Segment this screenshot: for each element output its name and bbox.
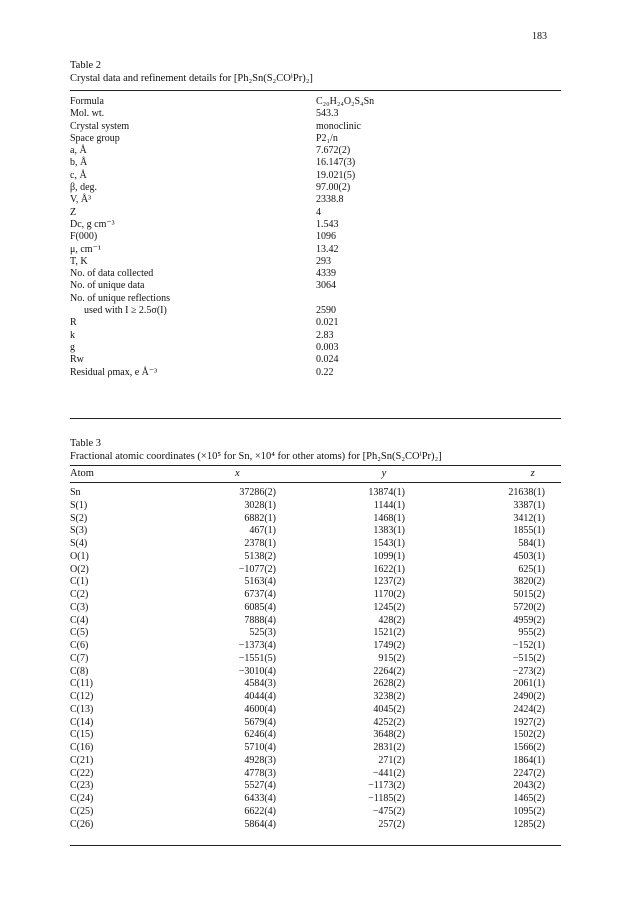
table3-cell-z: 4503(1) xyxy=(513,550,545,562)
table3-cell-atom: Sn xyxy=(70,487,81,498)
table3-cell-x: −1077(2) xyxy=(238,563,276,575)
table3-cell-x: 5710(4) xyxy=(244,742,276,753)
table2-body xyxy=(70,96,561,379)
table2-row-value: 19.021(5) xyxy=(316,169,356,181)
table2-top-rule xyxy=(70,90,561,91)
table3-cell-y: 2264(2) xyxy=(373,665,405,677)
table2-row-label: Crystal system xyxy=(70,120,130,132)
table3-cell-y: −1173(2) xyxy=(368,780,405,792)
table2-caption xyxy=(70,59,313,85)
table3-row xyxy=(70,500,561,513)
table2-row-value: 543.3 xyxy=(316,108,339,120)
table3-row xyxy=(70,704,561,717)
table3-cell-y: 1099(1) xyxy=(373,550,405,562)
table3-row xyxy=(70,717,561,730)
table2-row-value: 0.021 xyxy=(316,317,339,329)
table3-cell-atom: C(5) xyxy=(70,627,89,639)
table3-row xyxy=(70,768,561,781)
table3-cell-y: 1383(1) xyxy=(373,525,405,537)
table3-cell-y: 257(2) xyxy=(378,818,405,830)
table3-cell-z: 4959(2) xyxy=(513,614,545,626)
header-y: y xyxy=(381,468,387,479)
table3-cell-z: 1864(1) xyxy=(513,754,545,766)
table3-cell-x: 4928(3) xyxy=(244,754,276,766)
table3-row xyxy=(70,819,561,832)
table2-row xyxy=(70,342,561,354)
table3-cell-atom: C(11) xyxy=(70,678,93,690)
table3-cell-z: 1855(1) xyxy=(513,525,545,537)
table2-row-label: μ, cm⁻¹ xyxy=(70,243,101,255)
table3-cell-z: 2490(2) xyxy=(513,691,545,702)
table2-row-value: 3064 xyxy=(316,280,336,292)
table2-row-label: Residual ρmax, e Å⁻³ xyxy=(70,366,158,378)
table3-row xyxy=(70,640,561,653)
table2-row-label: c, Å xyxy=(70,169,87,181)
table3-row xyxy=(70,653,561,666)
table2-row xyxy=(70,133,561,145)
table3-cell-atom: C(15) xyxy=(70,729,94,741)
table2-row xyxy=(70,293,561,305)
table3-row xyxy=(70,576,561,589)
page-number: 183 xyxy=(532,31,547,42)
table3-cell-y: 3238(2) xyxy=(373,691,405,702)
table2-row-label: Z xyxy=(70,206,77,218)
table3-cell-z: 2043(2) xyxy=(513,780,545,792)
table3-row xyxy=(70,780,561,793)
table2-row xyxy=(70,317,561,329)
table2-row-value: 1096 xyxy=(316,231,336,243)
table2-row-value: 4339 xyxy=(316,268,336,280)
table2-row-label: b, Å xyxy=(70,157,88,169)
table3-cell-x: 6433(4) xyxy=(244,793,276,804)
table2-row xyxy=(70,305,561,317)
table3-cell-atom: O(1) xyxy=(70,550,89,562)
table3-cell-x: 6737(4) xyxy=(244,589,276,600)
table3-row xyxy=(70,666,561,679)
table2-row-label: Dc, g cm⁻³ xyxy=(70,218,115,230)
table2-row-value xyxy=(316,293,561,305)
table3-cell-x: 6246(4) xyxy=(244,729,276,741)
table3-cell-y: 1237(2) xyxy=(373,576,405,588)
table2-row xyxy=(70,330,561,342)
table2-row-label: No. of unique data xyxy=(70,280,145,292)
header-atom: Atom xyxy=(70,468,94,479)
table3-cell-x: 5163(4) xyxy=(244,576,276,588)
table3-header-rule xyxy=(70,482,561,483)
table3-label: Table 3 xyxy=(70,438,102,449)
table2-row-value: 1.543 xyxy=(316,218,339,230)
table3-cell-y: −441(2) xyxy=(372,767,405,779)
table3-row xyxy=(70,742,561,755)
table2-row xyxy=(70,96,561,108)
table3-row xyxy=(70,615,561,628)
table2-row xyxy=(70,256,561,268)
table2-row-label: No. of data collected xyxy=(70,268,154,280)
table3-row xyxy=(70,691,561,704)
table3-caption xyxy=(70,437,442,463)
table3-cell-atom: O(2) xyxy=(70,563,89,575)
table2-row-label: No. of unique reflections xyxy=(70,292,170,304)
table3-cell-z: 1502(2) xyxy=(513,729,545,741)
table2-row xyxy=(70,231,561,243)
table2-row-value: C₂₀H₂₄O₂S₄Sn xyxy=(316,96,375,107)
table2-row xyxy=(70,182,561,194)
table2-row-value: 16.147(3) xyxy=(316,157,356,169)
table3-cell-z: −515(2) xyxy=(512,652,545,664)
table3-cell-y: 271(2) xyxy=(378,754,405,766)
table3-cell-y: 1468(1) xyxy=(373,512,405,524)
table2-row xyxy=(70,280,561,292)
table2-row-label: F(000) xyxy=(70,231,98,243)
table2-row xyxy=(70,157,561,169)
table3-row xyxy=(70,551,561,564)
table3-title: Fractional atomic coordinates (×10⁵ for Sn, ×10⁴ for other atoms) for [Ph₂Sn(S₂COⁱPr)₂] xyxy=(70,451,442,462)
table2-row-label: g xyxy=(70,341,75,353)
table2-row-label: used with I ≥ 2.5σ(I) xyxy=(84,305,167,317)
table3-cell-y: 2831(2) xyxy=(373,742,405,753)
table2-row-label: Formula xyxy=(70,96,104,107)
table3-cell-x: −1551(5) xyxy=(238,652,276,664)
table3-cell-atom: C(1) xyxy=(70,576,89,588)
table3-cell-atom: C(6) xyxy=(70,640,89,651)
table2-row-value: monoclinic xyxy=(316,120,361,132)
table3-cell-atom: C(3) xyxy=(70,601,89,613)
table3-cell-z: 1465(2) xyxy=(513,793,545,804)
table3-cell-x: 5138(2) xyxy=(244,550,276,562)
table2-row-label: R xyxy=(70,317,77,329)
table2-row-value: 7.672(2) xyxy=(316,145,351,157)
table3-cell-x: 525(3) xyxy=(249,627,276,639)
table3-cell-atom: C(26) xyxy=(70,818,94,830)
table3-cell-atom: C(2) xyxy=(70,589,89,600)
table2-row-label: Space group xyxy=(70,132,120,144)
header-x: x xyxy=(235,468,240,479)
table3-row xyxy=(70,564,561,577)
table3-cell-atom: S(4) xyxy=(70,538,88,549)
table3-cell-y: 428(2) xyxy=(378,614,405,626)
table2-label: Table 2 xyxy=(70,60,102,71)
table2-row xyxy=(70,108,561,120)
table3-cell-z: −152(1) xyxy=(512,640,545,651)
table3-cell-atom: S(1) xyxy=(70,499,88,511)
table3-cell-z: 2247(2) xyxy=(513,767,545,779)
table3-cell-z: 3820(2) xyxy=(513,576,545,588)
table3-cell-atom: C(24) xyxy=(70,793,94,804)
table3-body xyxy=(70,487,561,831)
table3-row xyxy=(70,755,561,768)
table3-cell-atom: C(16) xyxy=(70,742,94,753)
table3-cell-atom: C(22) xyxy=(70,767,94,779)
table3-row xyxy=(70,487,561,500)
table3-cell-atom: C(4) xyxy=(70,614,89,626)
table2-row xyxy=(70,145,561,157)
table3-row xyxy=(70,513,561,526)
table2-row-value: 13.42 xyxy=(316,243,339,255)
table3-cell-z: 5015(2) xyxy=(513,589,545,600)
table2-row-value: 293 xyxy=(316,255,331,267)
table3-cell-x: 5864(4) xyxy=(244,818,276,830)
table3-cell-x: 4584(3) xyxy=(244,678,276,690)
table2-row-label: Rw xyxy=(70,354,84,366)
table2-row-value: 0.22 xyxy=(316,366,334,378)
table3-top-rule xyxy=(70,465,561,466)
table2-row-value: P2₁/n xyxy=(316,132,338,144)
table2-row xyxy=(70,268,561,280)
table3-cell-y: −1185(2) xyxy=(368,793,405,804)
table2-row xyxy=(70,170,561,182)
table3-bottom-rule xyxy=(70,845,561,846)
table3-cell-z: 584(1) xyxy=(518,538,545,549)
table3-cell-y: 4252(2) xyxy=(373,716,405,728)
table2-title: Crystal data and refinement details for [Ph₂Sn(S₂COⁱPr)₂] xyxy=(70,73,313,84)
table3-cell-z: −273(2) xyxy=(512,665,545,677)
table2-row-value: 97.00(2) xyxy=(316,182,351,194)
table3-cell-y: 1245(2) xyxy=(373,601,405,613)
table3-cell-atom: C(13) xyxy=(70,703,94,715)
table3-cell-z: 3387(1) xyxy=(513,499,545,511)
table3-cell-x: 6622(4) xyxy=(244,805,276,817)
table3-cell-z: 1927(2) xyxy=(513,716,545,728)
table3-cell-y: 2628(2) xyxy=(373,678,405,690)
table2-row-label: V, Å³ xyxy=(70,194,92,206)
table2-row-label: β, deg. xyxy=(70,182,98,194)
table3-cell-z: 1095(2) xyxy=(513,805,545,817)
table3-cell-x: 5527(4) xyxy=(244,780,276,792)
table3-cell-atom: S(3) xyxy=(70,525,88,537)
table2-row-label: Mol. wt. xyxy=(70,108,105,120)
table3-cell-y: 3648(2) xyxy=(373,729,405,741)
table3-row xyxy=(70,627,561,640)
table3-cell-y: 4045(2) xyxy=(373,703,405,715)
table2-row-value: 0.003 xyxy=(316,341,339,353)
table3 xyxy=(70,467,561,830)
table3-cell-z: 5720(2) xyxy=(513,601,545,613)
table3-cell-z: 21638(1) xyxy=(508,487,545,498)
table3-cell-y: 1521(2) xyxy=(373,627,405,639)
table3-cell-atom: C(7) xyxy=(70,652,89,664)
table3-cell-z: 955(2) xyxy=(518,627,545,639)
table3-cell-x: 4600(4) xyxy=(244,703,276,715)
table3-cell-y: 1543(1) xyxy=(373,538,405,549)
table2-row xyxy=(70,354,561,366)
table3-row xyxy=(70,525,561,538)
table3-cell-y: 1170(2) xyxy=(373,589,405,600)
table3-cell-x: 6882(1) xyxy=(244,512,276,524)
table2-row xyxy=(70,367,561,379)
table3-row xyxy=(70,793,561,806)
table2-row-value: 2.83 xyxy=(316,329,334,341)
table3-cell-x: 4044(4) xyxy=(244,691,276,702)
table3-cell-y: 1749(2) xyxy=(373,640,405,651)
table3-cell-x: −1373(4) xyxy=(238,640,276,651)
table2-row-label: a, Å xyxy=(70,145,87,157)
table2-row xyxy=(70,219,561,231)
table3-cell-x: −3010(4) xyxy=(238,665,276,677)
table3-cell-atom: C(23) xyxy=(70,780,94,792)
table3-cell-z: 2061(1) xyxy=(513,678,545,690)
table2-row xyxy=(70,194,561,206)
table2-bottom-rule xyxy=(70,418,561,419)
table3-header-row xyxy=(70,467,561,481)
table3-row xyxy=(70,589,561,602)
table3-cell-atom: C(8) xyxy=(70,665,89,677)
table3-row xyxy=(70,729,561,742)
table3-row xyxy=(70,538,561,551)
table3-cell-x: 7888(4) xyxy=(244,614,276,626)
table2-row-label: T, K xyxy=(70,255,88,267)
table3-cell-z: 3412(1) xyxy=(513,512,545,524)
table3-cell-z: 1566(2) xyxy=(513,742,545,753)
table2-row-label: k xyxy=(70,329,75,341)
table3-cell-atom: C(21) xyxy=(70,754,94,766)
table2-row-value: 4 xyxy=(316,206,321,218)
table3-cell-x: 37286(2) xyxy=(239,487,276,498)
table2-row-value: 2590 xyxy=(316,305,336,317)
table2-row xyxy=(70,207,561,219)
table3-cell-x: 2378(1) xyxy=(244,538,276,549)
table3-cell-x: 3028(1) xyxy=(244,499,276,511)
table3-cell-x: 5679(4) xyxy=(244,716,276,728)
table3-cell-y: 1144(1) xyxy=(373,499,405,511)
table3-row xyxy=(70,806,561,819)
header-z: z xyxy=(530,468,535,479)
table3-cell-x: 467(1) xyxy=(249,525,276,537)
table3-row xyxy=(70,678,561,691)
table2-row xyxy=(70,244,561,256)
table3-cell-atom: S(2) xyxy=(70,512,88,524)
table3-row xyxy=(70,602,561,615)
table3-cell-z: 625(1) xyxy=(518,563,545,575)
table3-cell-atom: C(25) xyxy=(70,805,94,817)
table3-cell-x: 4778(3) xyxy=(244,767,276,779)
table2-row-value: 2338.8 xyxy=(316,194,344,206)
table3-cell-x: 6085(4) xyxy=(244,601,276,613)
table3-cell-y: 1622(1) xyxy=(373,563,405,575)
table3-cell-atom: C(12) xyxy=(70,691,94,702)
table3-cell-atom: C(14) xyxy=(70,716,94,728)
table2-row-value: 0.024 xyxy=(316,354,339,366)
table3-cell-y: 915(2) xyxy=(378,652,405,664)
table3-cell-z: 1285(2) xyxy=(513,818,545,830)
table2-row xyxy=(70,121,561,133)
table3-cell-y: 13874(1) xyxy=(368,487,405,498)
table3-cell-y: −475(2) xyxy=(372,805,405,817)
table3-cell-z: 2424(2) xyxy=(513,703,545,715)
